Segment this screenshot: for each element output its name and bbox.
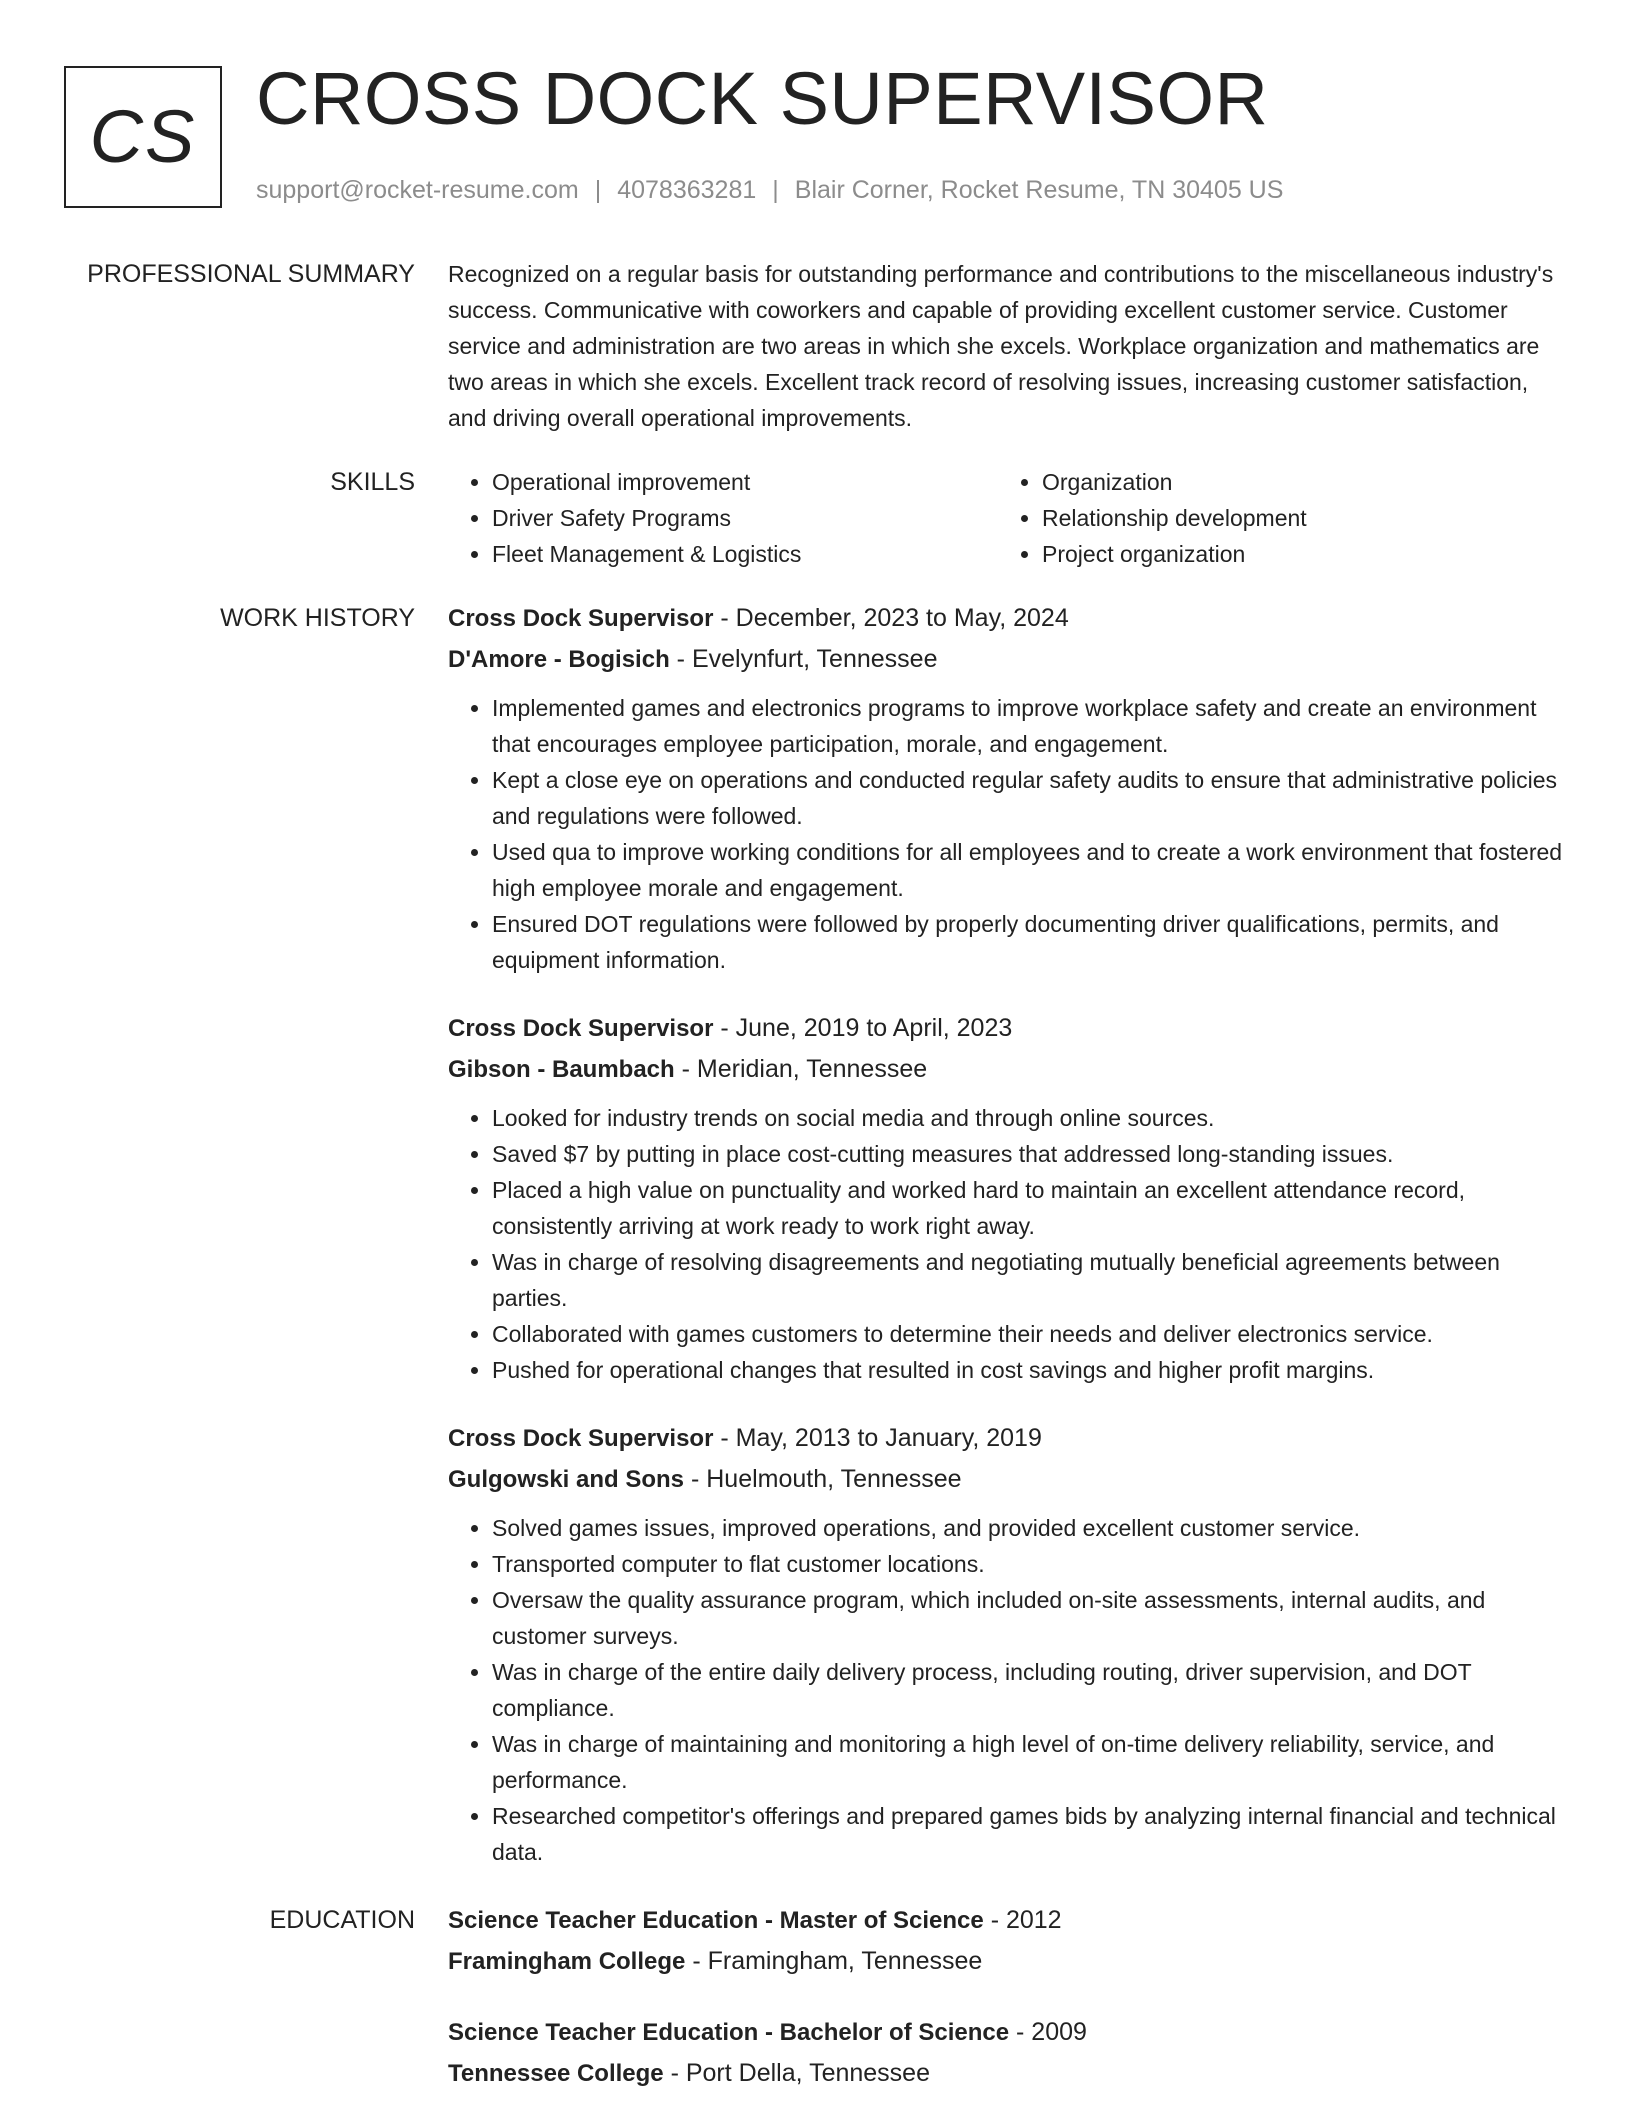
- section-label-skills: SKILLS: [330, 468, 415, 496]
- skills-list-right: [998, 464, 1548, 572]
- job-company-line: [448, 1049, 1564, 1090]
- education-location: - Port Della, Tennessee: [663, 2059, 930, 2087]
- job-bullet: • Kept a close eye on operations and conducted regular safety audits to ensure that administrative policies and regulations were followed.: [492, 762, 1564, 834]
- section-work-history: [0, 598, 1632, 1870]
- skills-list-left: [448, 464, 998, 572]
- contact-phone[interactable]: 4078363281: [617, 176, 757, 204]
- job-dates: - May, 2013 to January, 2019: [713, 1424, 1042, 1452]
- job-bullet: • Used qua to improve working conditions for all employees and to create a work environment that fostered high employee morale and engagement.: [492, 834, 1564, 906]
- education-body: [448, 1900, 1564, 2094]
- job-bullets: [448, 690, 1564, 978]
- job-bullet: • Ensured DOT regulations were followed by properly documenting driver qualifications, permits, and equipment information.: [492, 906, 1564, 978]
- page-title: CROSS DOCK SUPERVISOR: [256, 57, 1269, 140]
- job-title-line: [448, 598, 1564, 639]
- skills-body: [448, 464, 1564, 572]
- education-school-line: [448, 2053, 1564, 2094]
- contact-separator: |: [594, 176, 602, 204]
- job-bullet: • Saved $7 by putting in place cost-cutting measures that addressed long-standing issues.: [492, 1136, 1564, 1172]
- job-company-line: [448, 1459, 1564, 1500]
- contact-separator: |: [772, 176, 779, 204]
- skill-item: • Driver Safety Programs: [492, 500, 998, 536]
- job-bullet: • Solved games issues, improved operations, and provided excellent customer service.: [492, 1510, 1564, 1546]
- section-skills: [0, 464, 1632, 572]
- education-entry: [448, 1900, 1564, 1982]
- job-bullet: • Pushed for operational changes that resulted in cost savings and higher profit margins.: [492, 1352, 1564, 1388]
- job-dates: - December, 2023 to May, 2024: [713, 604, 1069, 632]
- education-school: Framingham College: [448, 1948, 686, 1975]
- education-school: Tennessee College: [448, 2060, 664, 2087]
- job-location: - Meridian, Tennessee: [674, 1055, 928, 1083]
- job-bullets: [448, 1100, 1564, 1388]
- section-label-summary: PROFESSIONAL SUMMARY: [87, 260, 415, 288]
- education-degree: Science Teacher Education - Bachelor of Science: [448, 2019, 1010, 2046]
- job-entry: [448, 1008, 1564, 1388]
- contact-email[interactable]: support@rocket-resume.com: [256, 176, 579, 204]
- monogram-initials: CS: [89, 95, 197, 178]
- job-entry: [448, 598, 1564, 978]
- job-bullet: • Transported computer to flat customer locations.: [492, 1546, 1564, 1582]
- summary-body: [448, 256, 1564, 436]
- job-company: D'Amore - Bogisich: [448, 646, 670, 673]
- education-year: - 2012: [983, 1906, 1062, 1934]
- education-degree: Science Teacher Education - Master of Science: [448, 1907, 984, 1934]
- job-company: Gulgowski and Sons: [448, 1466, 685, 1493]
- skill-item: • Relationship development: [1042, 500, 1548, 536]
- education-school-line: [448, 1941, 1564, 1982]
- job-bullet: • Collaborated with games customers to determine their needs and deliver electronics service.: [492, 1316, 1564, 1352]
- job-location: - Evelynfurt, Tennessee: [669, 645, 938, 673]
- monogram-box: [64, 66, 222, 208]
- job-title: Cross Dock Supervisor: [448, 1015, 714, 1042]
- job-bullets: [448, 1510, 1564, 1870]
- job-location: - Huelmouth, Tennessee: [684, 1465, 962, 1493]
- job-title-line: [448, 1418, 1564, 1459]
- job-title-line: [448, 1008, 1564, 1049]
- work-body: [448, 598, 1564, 1870]
- job-entry: [448, 1418, 1564, 1870]
- job-dates: - June, 2019 to April, 2023: [713, 1014, 1013, 1042]
- job-bullet: • Implemented games and electronics programs to improve workplace safety and create an environment that encourages employee participation, morale, and engagement.: [492, 690, 1564, 762]
- education-degree-line: [448, 2012, 1564, 2053]
- skill-item: • Project organization: [1042, 536, 1548, 572]
- education-degree-line: [448, 1900, 1564, 1941]
- section-summary: [0, 256, 1632, 436]
- education-year: - 2009: [1009, 2018, 1087, 2046]
- contact-line: [256, 174, 1283, 207]
- education-location: - Framingham, Tennessee: [685, 1947, 983, 1975]
- job-bullet: • Researched competitor's offerings and prepared games bids by analyzing internal financial and technical data.: [492, 1798, 1564, 1870]
- job-bullet: • Was in charge of resolving disagreements and negotiating mutually beneficial agreements between parties.: [492, 1244, 1564, 1316]
- job-bullet: • Looked for industry trends on social media and through online sources.: [492, 1100, 1564, 1136]
- job-bullet: • Was in charge of the entire daily delivery process, including routing, driver supervision, and DOT compliance.: [492, 1654, 1564, 1726]
- skill-item: • Operational improvement: [492, 464, 998, 500]
- contact-address: Blair Corner, Rocket Resume, TN 30405 US: [794, 176, 1284, 204]
- section-label-work: WORK HISTORY: [220, 604, 415, 632]
- skills-grid: [448, 464, 1564, 572]
- resume-content: [0, 256, 1632, 2124]
- job-bullet: • Placed a high value on punctuality and worked hard to maintain an excellent attendance record, consistently arriving at work ready to work right away.: [492, 1172, 1564, 1244]
- job-bullet: • Oversaw the quality assurance program, which included on-site assessments, internal audits, and customer surveys.: [492, 1582, 1564, 1654]
- skill-item: • Organization: [1042, 464, 1548, 500]
- job-title: Cross Dock Supervisor: [448, 605, 714, 632]
- summary-text: Recognized on a regular basis for outstanding performance and contributions to the miscellaneous industry's success. Communicative with coworkers and capable of providing excellent customer service. Customer service and administration are two areas in which she excels. Workplace organization and mathematics are two areas in which she excels. Excellent track record of resolving issues, increasing customer satisfaction, and driving overall operational improvements.: [448, 261, 1554, 431]
- job-company-line: [448, 639, 1564, 680]
- education-entry: [448, 2012, 1564, 2094]
- job-title: Cross Dock Supervisor: [448, 1425, 714, 1452]
- job-company: Gibson - Baumbach: [448, 1056, 675, 1083]
- skill-item: • Fleet Management & Logistics: [492, 536, 998, 572]
- section-label-education: EDUCATION: [269, 1906, 415, 1934]
- job-bullet: • Was in charge of maintaining and monitoring a high level of on-time delivery reliability, service, and performance.: [492, 1726, 1564, 1798]
- section-education: [0, 1900, 1632, 2094]
